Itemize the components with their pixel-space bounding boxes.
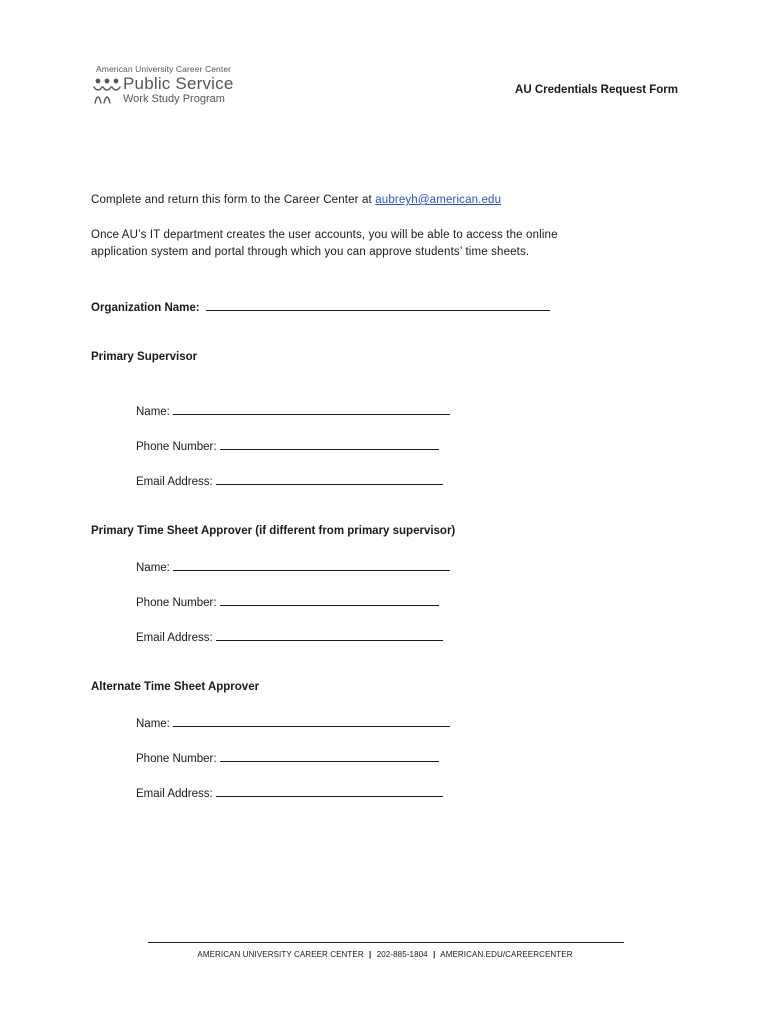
approver-email-blank[interactable] (216, 629, 443, 641)
footer (0, 950, 770, 959)
approver-email-label: Email Address: (136, 632, 213, 644)
alternate-phone-label: Phone Number: (136, 753, 217, 765)
organization-name-blank[interactable] (206, 299, 550, 311)
alternate-phone-blank[interactable] (220, 750, 439, 762)
primary-approver-heading: Primary Time Sheet Approver (if different from primary supervisor) (91, 525, 456, 537)
supervisor-phone-label: Phone Number: (136, 441, 217, 453)
alternate-name-field (136, 715, 450, 730)
footer-site: AMERICAN.EDU/CAREERCENTER (440, 950, 573, 959)
footer-separator: | (369, 950, 372, 959)
supervisor-name-field (136, 403, 450, 418)
alternate-name-blank[interactable] (173, 715, 450, 727)
approver-email-field (136, 629, 443, 644)
approver-name-label: Name: (136, 562, 170, 574)
alternate-email-blank[interactable] (216, 785, 443, 797)
footer-separator: | (433, 950, 436, 959)
approver-phone-label: Phone Number: (136, 597, 217, 609)
primary-supervisor-heading: Primary Supervisor (91, 351, 198, 363)
alternate-name-label: Name: (136, 718, 170, 730)
approver-name-blank[interactable] (173, 559, 450, 571)
logo-top-line: American University Career Center (96, 64, 232, 74)
intro-prefix: Complete and return this form to the Career Center at (91, 194, 376, 206)
footer-org: AMERICAN UNIVERSITY CAREER CENTER (197, 950, 364, 959)
alternate-approver-heading: Alternate Time Sheet Approver (91, 681, 260, 693)
organization-name-label: Organization Name: (91, 302, 200, 314)
intro-line-2: Once AU’s IT department creates the user accounts, you will be able to access the online (91, 229, 558, 241)
alternate-phone-field (136, 750, 439, 765)
alternate-email-field (136, 785, 443, 800)
approver-name-field (136, 559, 450, 574)
public-service-logo (92, 64, 252, 108)
approver-phone-blank[interactable] (220, 594, 439, 606)
logo-sub-text: Work Study Program (123, 93, 225, 105)
supervisor-email-blank[interactable] (216, 473, 443, 485)
supervisor-phone-field (136, 438, 439, 453)
supervisor-email-label: Email Address: (136, 476, 213, 488)
footer-divider (148, 942, 624, 943)
intro-line-3: application system and portal through which you can approve students’ time sheets. (91, 246, 530, 258)
supervisor-phone-blank[interactable] (220, 438, 439, 450)
organization-name-field (91, 299, 550, 314)
supervisor-email-field (136, 473, 443, 488)
supervisor-name-blank[interactable] (173, 403, 450, 415)
people-icon (92, 77, 122, 105)
logo-main-text: Public Service (123, 74, 234, 93)
alternate-email-label: Email Address: (136, 788, 213, 800)
approver-phone-field (136, 594, 439, 609)
footer-phone: 202-885-1804 (376, 950, 428, 959)
career-center-email-link[interactable]: aubreyh@american.edu (375, 194, 502, 206)
intro-line-1 (91, 194, 501, 206)
form-title: AU Credentials Request Form (515, 84, 678, 96)
supervisor-name-label: Name: (136, 406, 170, 418)
